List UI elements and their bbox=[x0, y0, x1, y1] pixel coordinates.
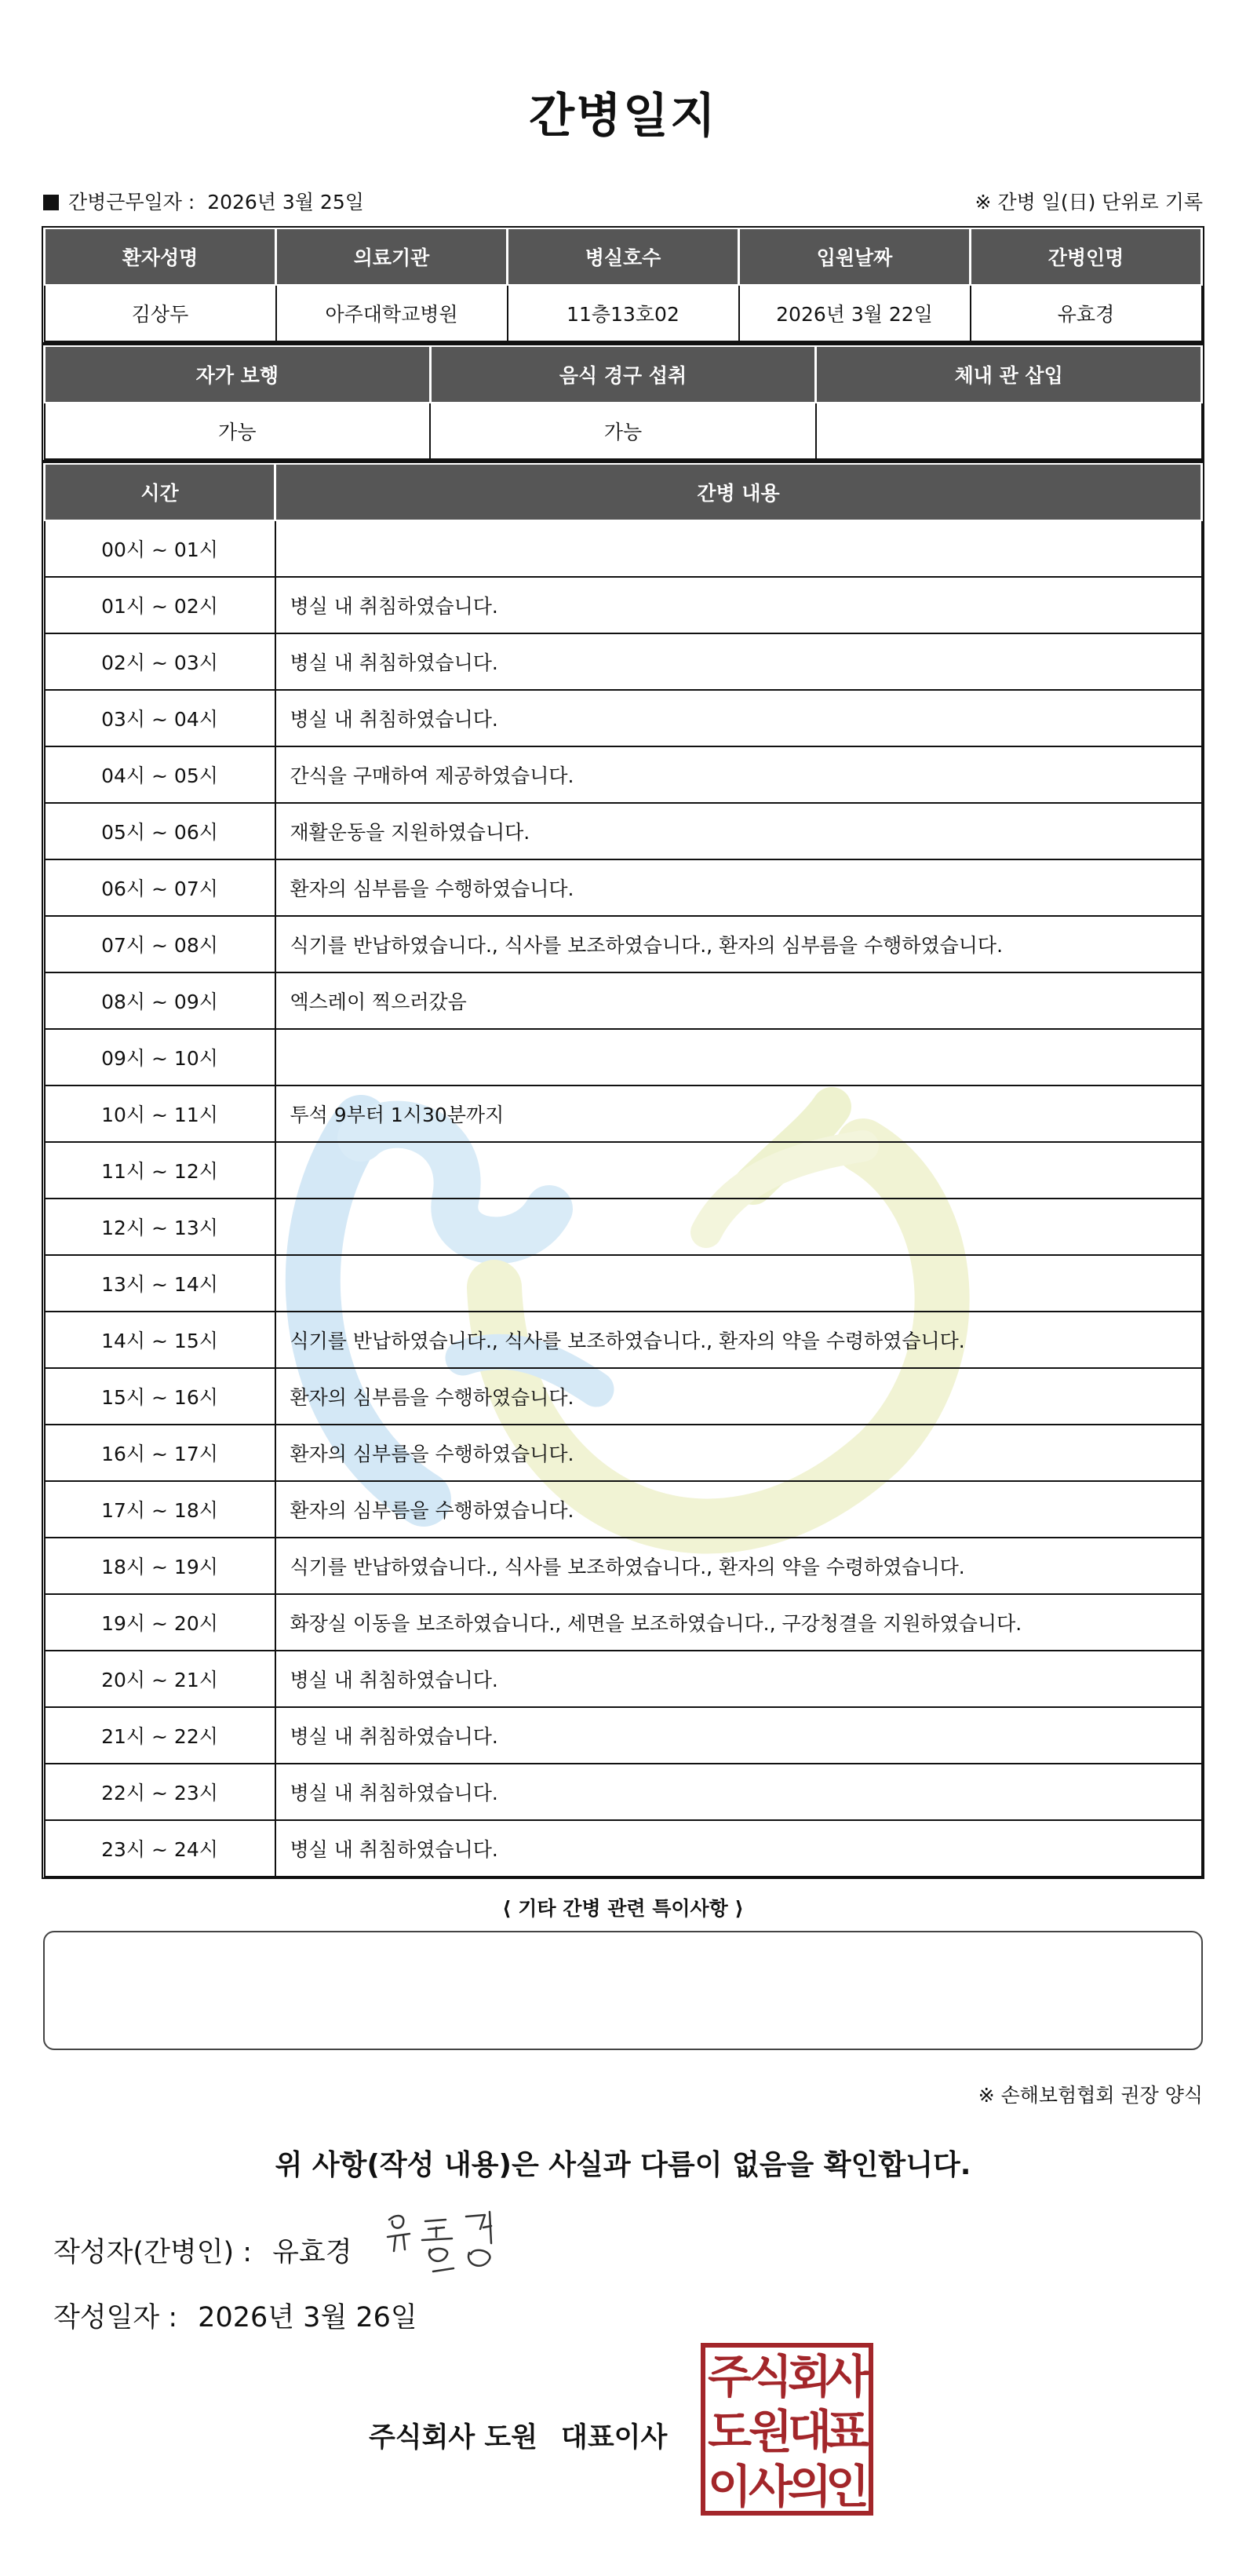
writer-name: 유효경 bbox=[272, 2237, 352, 2268]
care-time-cell: 17시 ~ 18시 bbox=[45, 1481, 275, 1538]
care-content-cell: 식기를 반납하였습니다., 식사를 보조하였습니다., 환자의 약을 수령하였습니다. bbox=[275, 1312, 1202, 1368]
patient-status-table bbox=[43, 345, 1203, 460]
care-time-cell: 21시 ~ 22시 bbox=[45, 1707, 275, 1764]
care-content-cell: 환자의 심부름을 수행하였습니다. bbox=[275, 1425, 1202, 1481]
header-oral-intake: 음식 경구 섭취 bbox=[430, 346, 816, 403]
care-log-row bbox=[45, 859, 1202, 916]
care-log-row bbox=[45, 1312, 1202, 1368]
square-bullet-icon bbox=[43, 195, 59, 210]
care-log-row bbox=[45, 690, 1202, 746]
care-log-row bbox=[45, 1029, 1202, 1085]
care-content-cell bbox=[275, 1142, 1202, 1199]
self-walking-value: 가능 bbox=[45, 403, 431, 459]
care-time-cell: 10시 ~ 11시 bbox=[45, 1085, 275, 1142]
care-time-cell: 23시 ~ 24시 bbox=[45, 1820, 275, 1877]
care-log-row bbox=[45, 1820, 1202, 1877]
care-content-cell: 간식을 구매하여 제공하였습니다. bbox=[275, 746, 1202, 803]
care-log-row bbox=[45, 1764, 1202, 1820]
writer-line bbox=[53, 2231, 352, 2270]
care-log-row bbox=[45, 1199, 1202, 1255]
care-content-cell: 병실 내 취침하였습니다. bbox=[275, 633, 1202, 690]
care-time-cell: 09시 ~ 10시 bbox=[45, 1029, 275, 1085]
work-date-label: 간병근무일자 : bbox=[68, 191, 195, 213]
care-log-table bbox=[43, 463, 1203, 1877]
svg-text:대: 대 bbox=[787, 2405, 832, 2458]
care-time-cell: 07시 ~ 08시 bbox=[45, 916, 275, 972]
care-content-cell bbox=[275, 1029, 1202, 1085]
company-ceo-title: 대표이사 bbox=[561, 2422, 668, 2454]
notes-title: ⟨ 기타 간병 관련 특이사항 ⟩ bbox=[502, 1897, 744, 1920]
care-content-cell: 병실 내 취침하였습니다. bbox=[275, 690, 1202, 746]
care-time-cell: 01시 ~ 02시 bbox=[45, 577, 275, 633]
care-time-cell: 00시 ~ 01시 bbox=[45, 520, 275, 577]
oral-intake-value: 가능 bbox=[430, 403, 816, 459]
care-content-cell: 투석 9부터 1시30분까지 bbox=[275, 1085, 1202, 1142]
work-date bbox=[43, 187, 364, 215]
header-time: 시간 bbox=[45, 464, 275, 520]
care-time-cell: 14시 ~ 15시 bbox=[45, 1312, 275, 1368]
company-name: 주식회사 도원 bbox=[369, 2422, 538, 2454]
care-log-row bbox=[45, 972, 1202, 1029]
company-seal-stamp bbox=[700, 2342, 874, 2516]
tube-insertion-value bbox=[816, 403, 1202, 459]
writer-label: 작성자(간병인) : bbox=[53, 2237, 253, 2268]
care-log-row bbox=[45, 746, 1202, 803]
header-self-walking: 자가 보행 bbox=[45, 346, 431, 403]
confirmation-statement: 위 사항(작성 내용)은 사실과 다름이 없음을 확인합니다. bbox=[275, 2149, 971, 2181]
notes-box bbox=[43, 1931, 1203, 2050]
handwritten-signature bbox=[381, 2206, 515, 2284]
svg-text:의: 의 bbox=[787, 2460, 832, 2513]
care-time-cell: 12시 ~ 13시 bbox=[45, 1199, 275, 1255]
care-log-row bbox=[45, 1594, 1202, 1651]
page-title: 간병일지 bbox=[529, 89, 717, 144]
caregiver-name: 유효경 bbox=[971, 285, 1202, 341]
care-content-cell: 화장실 이동을 보조하였습니다., 세면을 보조하였습니다., 구강청결을 지원하였습니다. bbox=[275, 1594, 1202, 1651]
care-time-cell: 15시 ~ 16시 bbox=[45, 1368, 275, 1425]
record-unit-note: ※ 간병 일(日) 단위로 기록 bbox=[975, 191, 1203, 213]
care-log-row bbox=[45, 1707, 1202, 1764]
care-time-cell: 04시 ~ 05시 bbox=[45, 746, 275, 803]
written-date-value: 2026년 3월 26일 bbox=[198, 2302, 417, 2333]
care-content-cell: 병실 내 취침하였습니다. bbox=[275, 1820, 1202, 1877]
header-care-content: 간병 내용 bbox=[275, 464, 1202, 520]
header-patient-name: 환자성명 bbox=[45, 228, 276, 285]
svg-text:이: 이 bbox=[707, 2460, 752, 2513]
care-content-cell: 환자의 심부름을 수행하였습니다. bbox=[275, 859, 1202, 916]
care-log-row bbox=[45, 1538, 1202, 1594]
hospital-name: 아주대학교병원 bbox=[276, 285, 508, 341]
svg-text:주: 주 bbox=[707, 2350, 752, 2403]
recommendation-note: ※ 손해보험협회 권장 양식 bbox=[978, 2084, 1203, 2107]
care-log-row bbox=[45, 1085, 1202, 1142]
care-content-cell: 병실 내 취침하였습니다. bbox=[275, 577, 1202, 633]
header-caregiver: 간병인명 bbox=[971, 228, 1202, 285]
care-time-cell: 05시 ~ 06시 bbox=[45, 803, 275, 859]
svg-text:도: 도 bbox=[707, 2405, 752, 2458]
svg-text:원: 원 bbox=[748, 2405, 793, 2458]
care-content-cell: 식기를 반납하였습니다., 식사를 보조하였습니다., 환자의 약을 수령하였습니다. bbox=[275, 1538, 1202, 1594]
care-log-row bbox=[45, 1142, 1202, 1199]
care-content-cell: 환자의 심부름을 수행하였습니다. bbox=[275, 1481, 1202, 1538]
care-time-cell: 20시 ~ 21시 bbox=[45, 1651, 275, 1707]
care-time-cell: 19시 ~ 20시 bbox=[45, 1594, 275, 1651]
admission-date: 2026년 3월 22일 bbox=[739, 285, 971, 341]
care-log-row bbox=[45, 1481, 1202, 1538]
care-time-cell: 06시 ~ 07시 bbox=[45, 859, 275, 916]
care-log-row bbox=[45, 520, 1202, 577]
room-number: 11층13호02 bbox=[508, 285, 739, 341]
svg-text:사: 사 bbox=[825, 2350, 870, 2403]
care-content-cell bbox=[275, 1199, 1202, 1255]
patient-info-table bbox=[43, 228, 1203, 342]
care-time-cell: 11시 ~ 12시 bbox=[45, 1142, 275, 1199]
care-time-cell: 02시 ~ 03시 bbox=[45, 633, 275, 690]
header-room: 병실호수 bbox=[508, 228, 739, 285]
care-content-cell: 병실 내 취침하였습니다. bbox=[275, 1651, 1202, 1707]
care-content-cell: 환자의 심부름을 수행하였습니다. bbox=[275, 1368, 1202, 1425]
svg-text:표: 표 bbox=[825, 2405, 870, 2458]
care-log-row bbox=[45, 916, 1202, 972]
header-tube-insertion: 체내 관 삽입 bbox=[816, 346, 1202, 403]
care-time-cell: 08시 ~ 09시 bbox=[45, 972, 275, 1029]
patient-name: 김상두 bbox=[45, 285, 276, 341]
care-time-cell: 16시 ~ 17시 bbox=[45, 1425, 275, 1481]
care-log-row bbox=[45, 633, 1202, 690]
care-content-cell bbox=[275, 1255, 1202, 1312]
care-log-row bbox=[45, 1255, 1202, 1312]
care-content-cell: 재활운동을 지원하였습니다. bbox=[275, 803, 1202, 859]
care-content-cell: 병실 내 취침하였습니다. bbox=[275, 1707, 1202, 1764]
care-content-cell: 병실 내 취침하였습니다. bbox=[275, 1764, 1202, 1820]
care-content-cell: 엑스레이 찍으러갔음 bbox=[275, 972, 1202, 1029]
care-time-cell: 18시 ~ 19시 bbox=[45, 1538, 275, 1594]
care-time-cell: 03시 ~ 04시 bbox=[45, 690, 275, 746]
care-content-cell bbox=[275, 520, 1202, 577]
care-time-cell: 22시 ~ 23시 bbox=[45, 1764, 275, 1820]
company-line bbox=[369, 2416, 667, 2455]
care-log-row bbox=[45, 1368, 1202, 1425]
svg-text:사: 사 bbox=[748, 2460, 793, 2513]
svg-text:회: 회 bbox=[787, 2350, 832, 2403]
care-log-row bbox=[45, 577, 1202, 633]
care-log-row bbox=[45, 1651, 1202, 1707]
header-admission-date: 입원날짜 bbox=[739, 228, 971, 285]
header-hospital: 의료기관 bbox=[276, 228, 508, 285]
svg-text:식: 식 bbox=[748, 2350, 793, 2403]
care-time-cell: 13시 ~ 14시 bbox=[45, 1255, 275, 1312]
written-date-label: 작성일자 : bbox=[53, 2302, 178, 2333]
care-log-row bbox=[45, 1425, 1202, 1481]
written-date-line bbox=[53, 2296, 417, 2335]
work-date-value: 2026년 3월 25일 bbox=[207, 191, 364, 213]
svg-text:인: 인 bbox=[825, 2460, 870, 2513]
care-content-cell: 식기를 반납하였습니다., 식사를 보조하였습니다., 환자의 심부름을 수행하였습니다. bbox=[275, 916, 1202, 972]
care-log-row bbox=[45, 803, 1202, 859]
